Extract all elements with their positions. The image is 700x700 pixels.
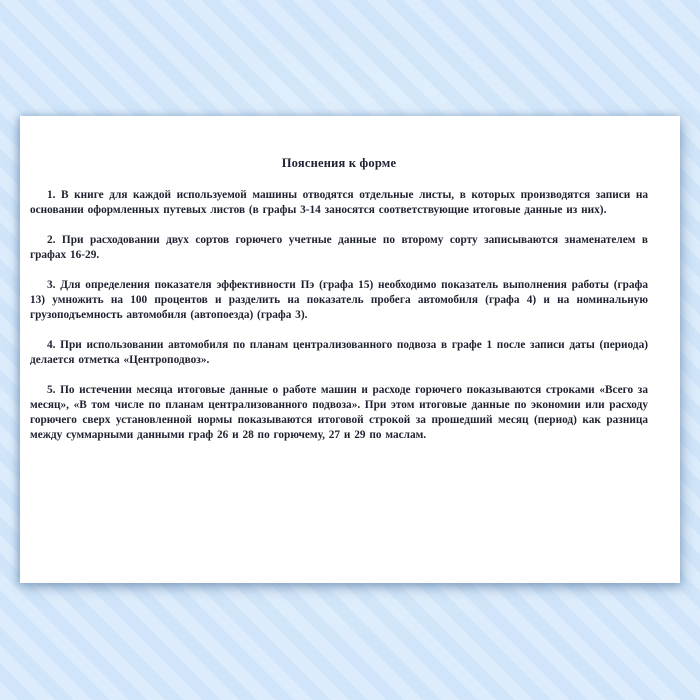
paragraph-4: 4. При использовании автомобиля по планам централизованного подвоза в графе 1 после записи даты (периода) делается отметка «Центроподвоз». <box>30 339 648 366</box>
paragraph-3: 3. Для определения показателя эффективности Пэ (графа 15) необходимо показатель выполнения работы (графа 13) умножить на 100 процентов и разделить на показатель пробега автомобиля (графа 4) и на номинальную грузоподъемность автомобиля (автопоезда) (графа 3). <box>30 279 648 321</box>
paragraph-1: 1. В книге для каждой используемой машины отводятся отдельные листы, в которых производятся записи на основании оформленных путевых листов (в графы 3-14 заносятся соответствующие итоговые данные из них). <box>30 189 648 216</box>
document-title: Пояснения к форме <box>281 156 397 170</box>
paragraph-2: 2. При расходовании двух сортов горючего учетные данные по второму сорту записываются знаменателем в графах 16-29. <box>30 234 648 261</box>
paragraph-5: 5. По истечении месяца итоговые данные о работе машин и расходе горючего показываются строками «Всего за месяц», «В том числе по планам централизованного подвоза». При этом итоговые данные по экономии или расходу горючего сверх установленной нормы показываются итоговой строкой за прошедший месяц (период) как разница между суммарными данными граф 26 и 28 по горючему, 27 и 29 по маслам. <box>30 384 648 441</box>
document-page <box>20 116 680 583</box>
